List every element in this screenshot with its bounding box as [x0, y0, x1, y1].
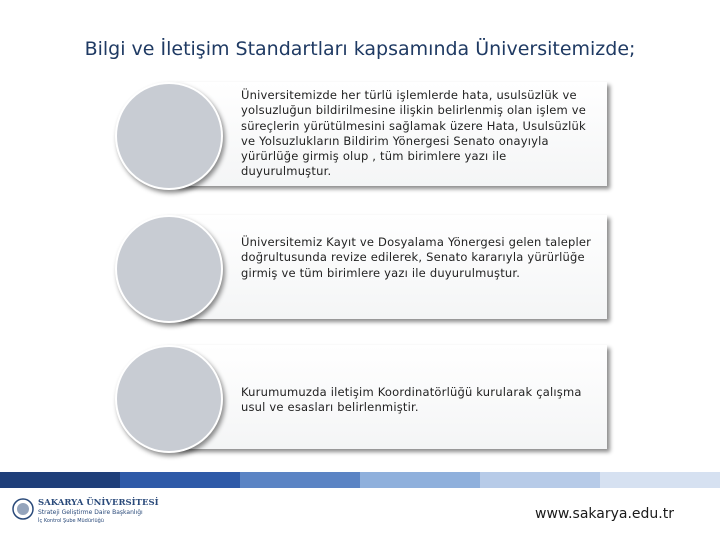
footer-bar-segment	[240, 472, 360, 488]
bullet-circle-icon	[115, 82, 223, 190]
footer-bar-segment	[0, 472, 120, 488]
text-box	[175, 215, 607, 319]
item-text: Üniversitemizde her türlü işlemlerde hata, usulsüzlük ve yolsuzluğun bildirilmesine ilişkin belirlenmiş olan işlem ve süreçlerin yürütülmesini sağlamak üzere Hata, Usulsüzlük ve Yolsuzlukların Bildirim Yönergesi Senato onayıyla yürürlüğe girmiş olup , tüm birimlere yazı ile duyurulmuştur.	[241, 88, 587, 179]
text-box	[175, 82, 607, 186]
logo-university-name: SAKARYA ÜNİVERSİTESİ	[38, 498, 159, 508]
footer-bar-segment	[600, 472, 720, 488]
slide-title: Bilgi ve İletişim Standartları kapsamında Üniversitemizde;	[84, 38, 636, 60]
website-url: www.sakarya.edu.tr	[535, 506, 674, 522]
text-box	[175, 345, 607, 449]
list-item	[115, 345, 610, 451]
footer-bar-segment	[480, 472, 600, 488]
footer-color-bar	[0, 472, 720, 488]
bullet-circle-icon	[115, 215, 223, 323]
university-logo	[12, 496, 172, 530]
footer-bar-segment	[360, 472, 480, 488]
list-item	[115, 82, 610, 188]
footer-bar-segment	[120, 472, 240, 488]
item-text: Üniversitemiz Kayıt ve Dosyalama Yönergesi gelen talepler doğrultusunda revize edilerek, Senato kararıyla yürürlüğe girmiş ve tüm birimlere yazı ile duyurulmuştur.	[241, 235, 592, 280]
logo-unit: İç Kontrol Şube Müdürlüğü	[38, 518, 104, 524]
seal-icon	[12, 496, 34, 526]
item-text: Kurumumuzda iletişim Koordinatörlüğü kurularak çalışma usul ve esasları belirlenmiştir.	[241, 385, 582, 415]
list-item	[115, 215, 610, 321]
bullet-circle-icon	[115, 345, 223, 453]
logo-department: Strateji Geliştirme Daire Başkanlığı	[38, 509, 143, 516]
